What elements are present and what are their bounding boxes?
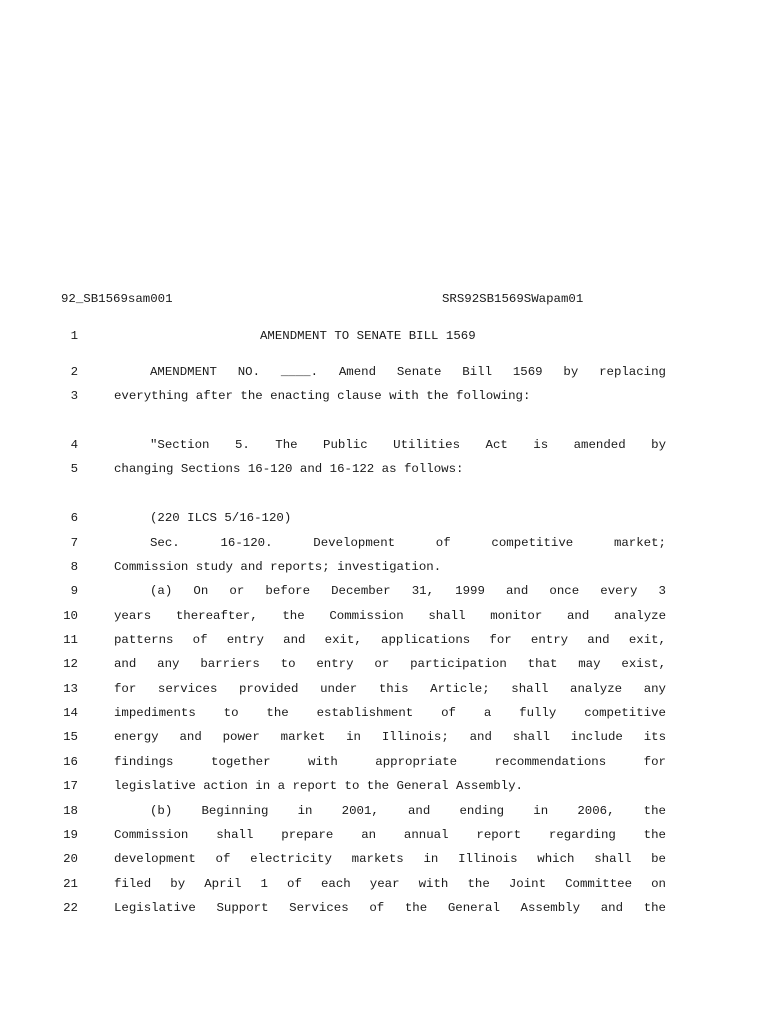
text-line <box>0 851 770 867</box>
document-id-left: 92_SB1569sam001 <box>61 292 173 306</box>
line-number: 19 <box>63 828 78 842</box>
text-line <box>0 510 770 526</box>
text-line <box>0 388 770 404</box>
line-number: 9 <box>70 584 78 598</box>
text-line <box>0 876 770 892</box>
text-line <box>0 608 770 624</box>
line-number: 8 <box>70 560 78 574</box>
line-text: Commission shall prepare an annual report regarding the <box>114 828 666 842</box>
line-number: 10 <box>63 609 78 623</box>
line-text: development of electricity markets in Illinois which shall be <box>114 852 666 866</box>
text-line <box>0 900 770 916</box>
line-text: "Section 5. The Public Utilities Act is amended by <box>150 438 666 452</box>
line-text: changing Sections 16-120 and 16-122 as follows: <box>114 462 464 476</box>
text-line <box>0 803 770 819</box>
text-line <box>0 535 770 551</box>
line-number: 1 <box>70 329 78 343</box>
line-number: 18 <box>63 804 78 818</box>
text-line <box>0 328 770 344</box>
line-text: everything after the enacting clause with the following: <box>114 389 531 403</box>
line-text: energy and power market in Illinois; and shall include its <box>114 730 666 744</box>
text-line <box>0 583 770 599</box>
line-text: years thereafter, the Commission shall monitor and analyze <box>114 609 666 623</box>
line-text: (a) On or before December 31, 1999 and once every 3 <box>150 584 666 598</box>
document-id-right: SRS92SB1569SWapam01 <box>442 292 584 306</box>
line-text: (220 ILCS 5/16-120) <box>150 511 292 525</box>
line-number: 14 <box>63 706 78 720</box>
line-number: 17 <box>63 779 78 793</box>
text-line <box>0 559 770 575</box>
line-number: 12 <box>63 657 78 671</box>
text-line <box>0 827 770 843</box>
text-line <box>0 632 770 648</box>
line-number: 16 <box>63 755 78 769</box>
line-text: (b) Beginning in 2001, and ending in 2006, the <box>150 804 666 818</box>
line-text: for services provided under this Article; shall analyze any <box>114 682 666 696</box>
line-number: 15 <box>63 730 78 744</box>
line-text: Sec. 16-120. Development of competitive market; <box>150 536 666 550</box>
line-number: 11 <box>63 633 78 647</box>
line-text: Legislative Support Services of the General Assembly and the <box>114 901 666 915</box>
line-number: 21 <box>63 877 78 891</box>
line-number: 3 <box>70 389 78 403</box>
text-line <box>0 461 770 477</box>
line-text: patterns of entry and exit, applications for entry and exit, <box>114 633 666 647</box>
text-line <box>0 778 770 794</box>
line-number: 4 <box>70 438 78 452</box>
line-text: and any barriers to entry or participation that may exist, <box>114 657 666 671</box>
text-line <box>0 729 770 745</box>
line-number: 13 <box>63 682 78 696</box>
line-number: 6 <box>70 511 78 525</box>
line-text: findings together with appropriate recommendations for <box>114 755 666 769</box>
line-number: 7 <box>70 536 78 550</box>
line-text: AMENDMENT NO. ____. Amend Senate Bill 1569 by replacing <box>150 365 666 379</box>
amendment-title: AMENDMENT TO SENATE BILL 1569 <box>260 329 476 343</box>
text-line <box>0 364 770 380</box>
text-line <box>0 681 770 697</box>
line-text: Commission study and reports; investigation. <box>114 560 442 574</box>
line-text: legislative action in a report to the General Assembly. <box>114 779 523 793</box>
line-text: impediments to the establishment of a fully competitive <box>114 706 666 720</box>
text-line <box>0 656 770 672</box>
text-line <box>0 437 770 453</box>
line-number: 5 <box>70 462 78 476</box>
text-line <box>0 705 770 721</box>
line-number: 22 <box>63 901 78 915</box>
line-number: 20 <box>63 852 78 866</box>
line-number: 2 <box>70 365 78 379</box>
line-text: filed by April 1 of each year with the Joint Committee on <box>114 877 666 891</box>
text-line <box>0 754 770 770</box>
